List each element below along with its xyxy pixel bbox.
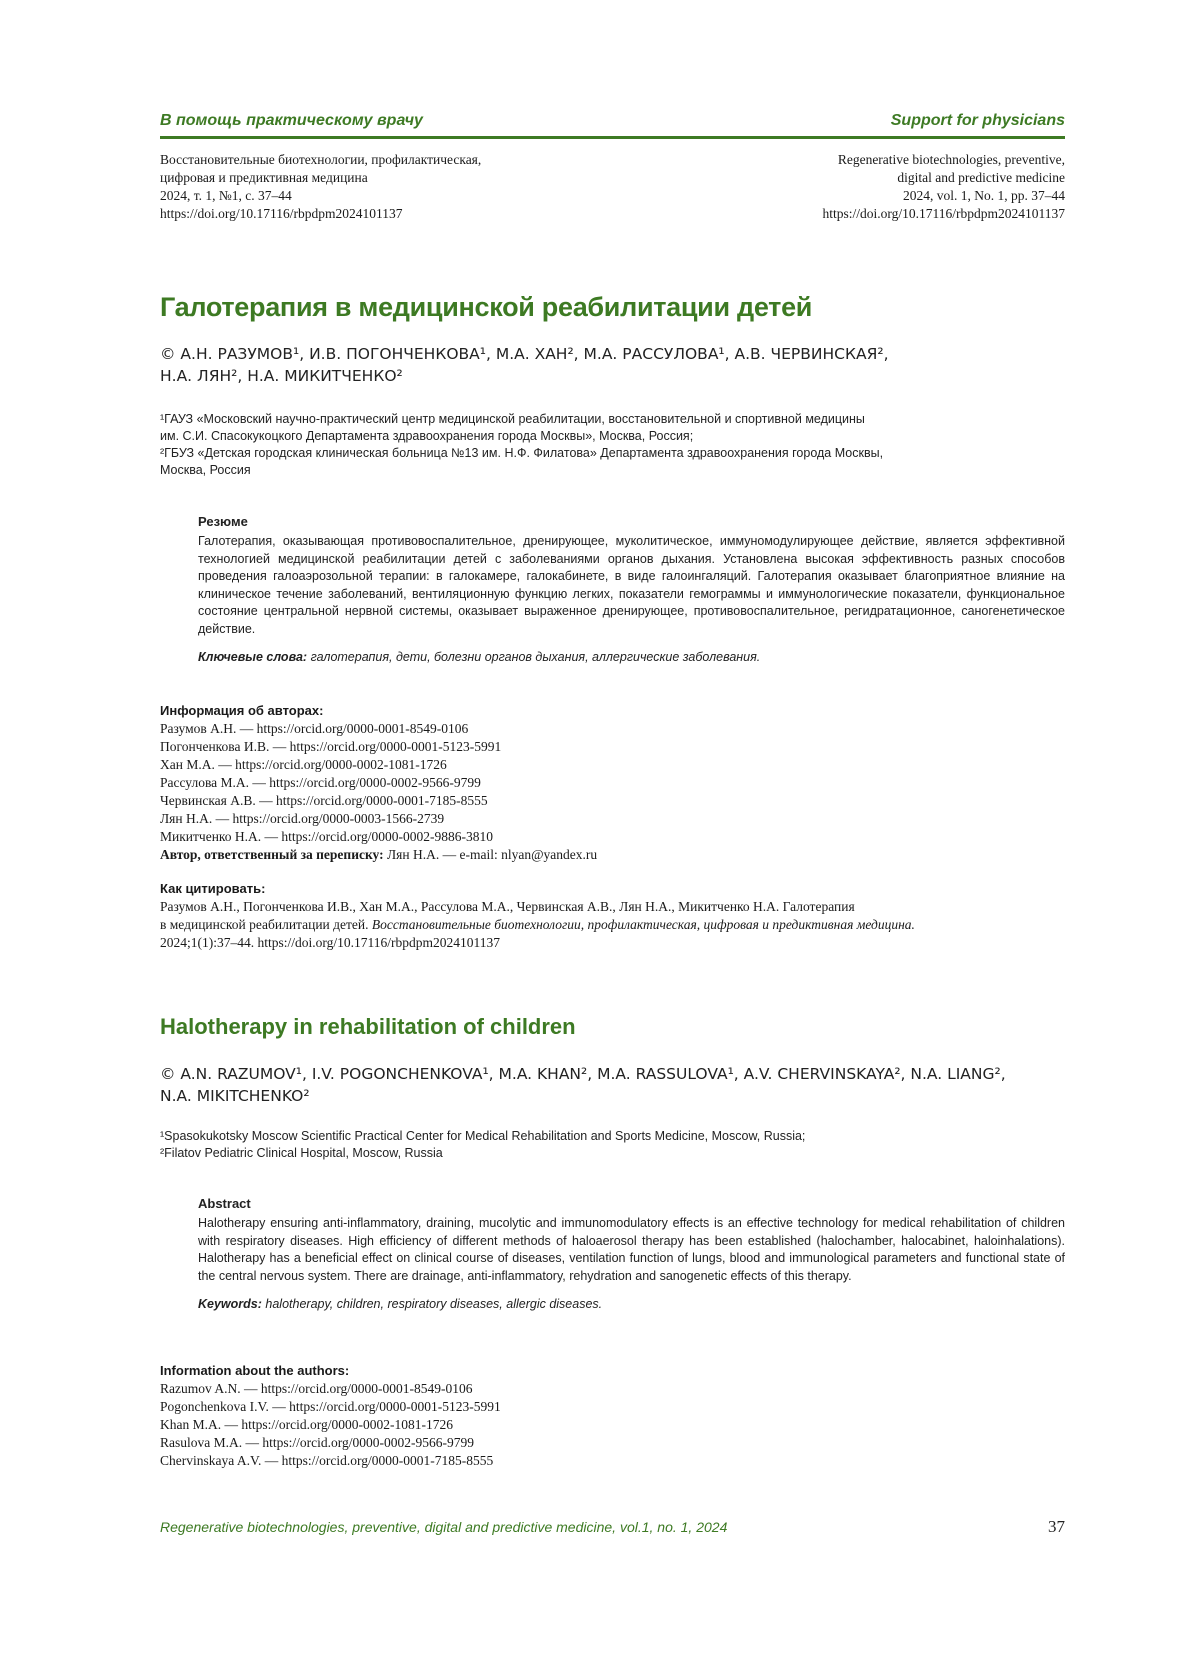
author-orcid[interactable]: Лян Н.А. — https://orcid.org/0000-0003-1566-2739 xyxy=(160,811,445,826)
section-tag-en: Support for physicians xyxy=(890,112,1065,129)
keywords-label-en: Keywords: xyxy=(198,1297,262,1311)
author-orcid[interactable]: Рассулова М.А. — https://orcid.org/0000-0002-9566-9799 xyxy=(160,775,481,790)
abstract-ru xyxy=(198,514,1065,666)
affiliation-line: ¹Spasokukotsky Moscow Scientific Practical Center for Medical Rehabilitation and Sports Medicine, Moscow, Russia; xyxy=(160,1129,806,1143)
keywords-label-ru: Ключевые слова: xyxy=(198,650,308,664)
journal-en-line: Regenerative biotechnologies, preventive, xyxy=(837,152,1065,167)
journal-en-doi[interactable]: https://doi.org/10.17116/rbpdpm2024101137 xyxy=(822,206,1065,221)
keywords-value-ru: галотерапия, дети, болезни органов дыхания, аллергические заболевания. xyxy=(310,650,761,664)
footer-journal: Regenerative biotechnologies, preventive, digital and predictive medicine, vol.1, no. 1, 2024 xyxy=(160,1519,728,1535)
cite-plain: в медицинской реабилитации детей. xyxy=(160,917,369,932)
authors-en xyxy=(160,1063,1065,1107)
journal-en-line: 2024, vol. 1, No. 1, pp. 37–44 xyxy=(903,188,1065,203)
author-orcid[interactable]: Khan M.A. — https://orcid.org/0000-0002-1081-1726 xyxy=(160,1417,453,1432)
article-title-ru: Галотерапия в медицинской реабилитации детей xyxy=(160,292,813,322)
author-orcid[interactable]: Погонченкова И.В. — https://orcid.org/0000-0001-5123-5991 xyxy=(160,739,502,754)
author-orcid[interactable]: Rasulova M.A. — https://orcid.org/0000-0002-9566-9799 xyxy=(160,1435,474,1450)
cite-line: Разумов А.Н., Погонченкова И.В., Хан М.А., Рассулова М.А., Червинская А.В., Лян Н.А., Микитченко Н.А. Галотерапия xyxy=(160,899,855,914)
journal-ru-doi[interactable]: https://doi.org/10.17116/rbpdpm2024101137 xyxy=(160,206,403,221)
keywords-ru xyxy=(198,649,1065,666)
author-orcid[interactable]: Разумов А.Н. — https://orcid.org/0000-0001-8549-0106 xyxy=(160,721,469,736)
authors-info-ru xyxy=(160,702,1065,864)
authors-en-line: N.A. MIKITCHENKO² xyxy=(160,1087,310,1105)
page-footer xyxy=(160,1517,1065,1537)
keywords-en xyxy=(198,1296,1065,1313)
authors-info-en xyxy=(160,1362,1065,1470)
author-orcid[interactable]: Червинская А.В. — https://orcid.org/0000-0001-7185-8555 xyxy=(160,793,488,808)
cite-heading: Как цитировать: xyxy=(160,881,266,896)
author-orcid[interactable]: Chervinskaya A.V. — https://orcid.org/0000-0001-7185-8555 xyxy=(160,1453,494,1468)
abstract-text-ru: Галотерапия, оказывающая противовоспалительное, дренирующее, муколитическое, иммуномодулирующее действие, является эффективной технологией медицинской реабилитации детей с заболеваниями органов дыхания. Установлена высокая эффективность разных способов проведения галоаэрозольной терапии: в галокамере, галокабинете, в виде галоингаляций. Галотерапия оказывает благоприятное влияние на клиническое течение заболеваний, вентиляционную функцию легких, показатели гемограммы и иммунологические показатели, функциональное состояние центральной нервной системы, оказывает выраженное дренирующее, противовоспалительное, регидратационное, саногенетическое действие. xyxy=(198,534,1065,636)
affiliation-line: им. С.И. Спасокукоцкого Департамента здравоохранения города Москвы», Москва, Россия; xyxy=(160,429,694,443)
authors-ru-line: Н.А. ЛЯН², Н.А. МИКИТЧЕНКО² xyxy=(160,367,403,385)
abstract-heading-ru: Резюме xyxy=(198,514,248,529)
running-header xyxy=(160,112,1065,130)
journal-info-ru xyxy=(160,151,481,223)
author-orcid[interactable]: Razumov A.N. — https://orcid.org/0000-0001-8549-0106 xyxy=(160,1381,473,1396)
journal-ru-line: Восстановительные биотехнологии, профилактическая, xyxy=(160,152,482,167)
cite-journal: Восстановительные биотехнологии, профилактическая, цифровая и предиктивная медицина. xyxy=(371,917,915,932)
header-rule xyxy=(160,136,1065,139)
abstract-en xyxy=(198,1196,1065,1313)
author-orcid[interactable]: Pogonchenkova I.V. — https://orcid.org/0000-0001-5123-5991 xyxy=(160,1399,501,1414)
authors-info-heading-ru: Информация об авторах: xyxy=(160,703,324,718)
corresponding-label: Автор, ответственный за переписку: xyxy=(160,847,384,862)
journal-ru-line: цифровая и предиктивная медицина xyxy=(160,170,368,185)
journal-en-line: digital and predictive medicine xyxy=(897,170,1065,185)
affiliation-line: ²ГБУЗ «Детская городская клиническая больница №13 им. Н.Ф. Филатова» Департамента здравоохранения города Москвы, xyxy=(160,446,884,460)
corresponding-value[interactable]: Лян Н.А. — e-mail: nlyan@yandex.ru xyxy=(387,847,598,862)
authors-info-heading-en: Information about the authors: xyxy=(160,1363,350,1378)
authors-ru xyxy=(160,343,1065,387)
corresponding-author xyxy=(160,846,1065,864)
affiliations-ru xyxy=(160,411,1065,479)
cite-line xyxy=(160,916,1065,934)
journal-ru-line: 2024, т. 1, №1, с. 37–44 xyxy=(160,188,292,203)
journal-info-en xyxy=(822,151,1065,223)
abstract-text-en: Halotherapy ensuring anti-inflammatory, draining, mucolytic and immunomodulatory effects is an effective technology for medical rehabilitation of children with respiratory diseases. High efficiency of different methods of haloaerosol therapy has been established (halochamber, halocabinet, haloinhalations). Halotherapy has a beneficial effect on clinical course of diseases, ventilation function of lungs, blood and immunological parameters and functional state of the central nervous system. There are drainage, anti-inflammatory, rehydration and sanogenetic effects of this therapy. xyxy=(198,1216,1065,1283)
affiliation-line: ¹ГАУЗ «Московский научно-практический центр медицинской реабилитации, восстановительной и спортивной медицины xyxy=(160,412,865,426)
page-number: 37 xyxy=(1048,1517,1065,1536)
article-title-en: Halotherapy in rehabilitation of children xyxy=(160,1014,576,1039)
author-orcid[interactable]: Хан М.А. — https://orcid.org/0000-0002-1081-1726 xyxy=(160,757,447,772)
cite-text xyxy=(160,898,1065,952)
affiliation-line: Москва, Россия xyxy=(160,463,251,477)
affiliations-en xyxy=(160,1128,1065,1162)
abstract-heading-en: Abstract xyxy=(198,1196,251,1211)
affiliation-line: ²Filatov Pediatric Clinical Hospital, Moscow, Russia xyxy=(160,1146,443,1160)
cite-doi[interactable]: 2024;1(1):37–44. https://doi.org/10.17116/rbpdpm2024101137 xyxy=(160,935,500,950)
authors-en-line: © A.N. RAZUMOV¹, I.V. POGONCHENKOVA¹, M.A. KHAN², M.A. RASSULOVA¹, A.V. CHERVINSKAYA², N.A. LIANG², xyxy=(160,1065,1006,1083)
keywords-value-en: halotherapy, children, respiratory diseases, allergic diseases. xyxy=(265,1297,603,1311)
author-orcid[interactable]: Микитченко Н.А. — https://orcid.org/0000-0002-9886-3810 xyxy=(160,829,494,844)
authors-ru-line: © А.Н. РАЗУМОВ¹, И.В. ПОГОНЧЕНКОВА¹, М.А. ХАН², М.А. РАССУЛОВА¹, А.В. ЧЕРВИНСКАЯ², xyxy=(160,345,889,363)
how-to-cite xyxy=(160,880,1065,952)
section-tag-ru: В помощь практическому врачу xyxy=(160,112,423,129)
